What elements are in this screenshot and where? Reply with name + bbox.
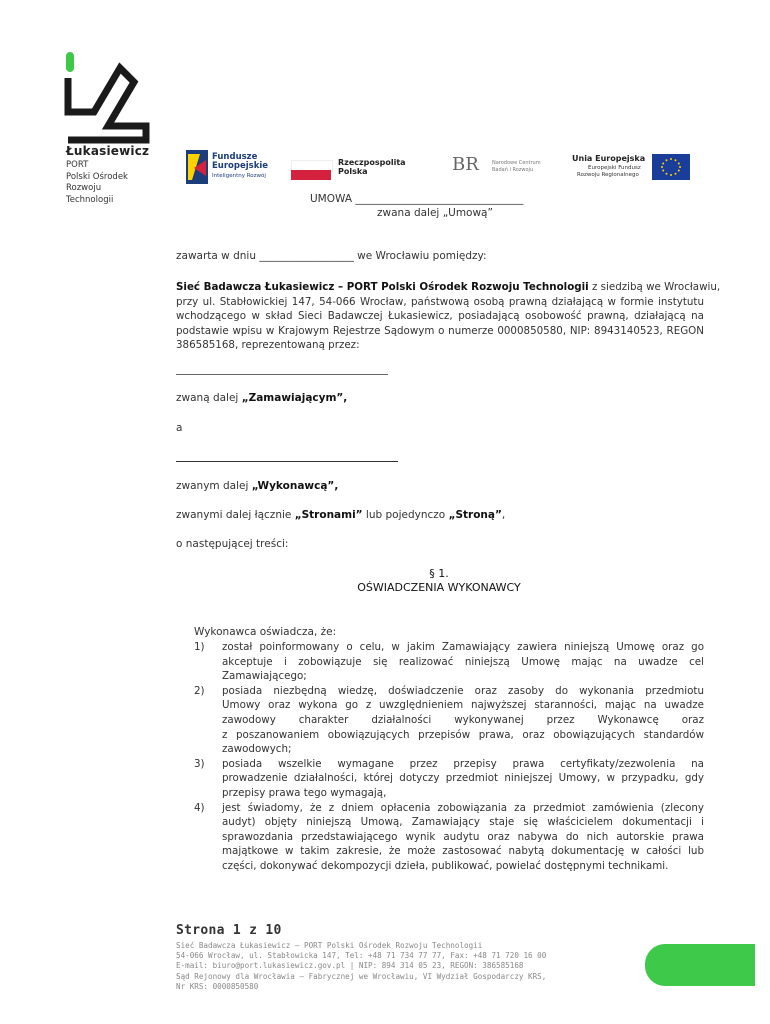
item-line: zawodowy charakter działalności wykonywanej przez Wykonawcę oraz (222, 713, 704, 726)
intro-line: wchodzącego w skład Sieci Badawczej Łukasiewicz, posiadającą osobowość prawną, działającą na (176, 310, 704, 323)
logo-name: Łukasiewicz (66, 144, 150, 158)
tresc-line: o następującej treści: (176, 538, 289, 550)
section-title: OŚWIADCZENIA WYKONAWCY (357, 581, 521, 594)
intro-line: podstawie wpisu w Krajowym Rejestrze Sądowym o numerze 0000850580, NIP: 8943140523, REGON (176, 324, 704, 337)
ncbr-logo-icon (452, 152, 486, 176)
item-line: posiada niezbędną wiedzę, doświadczenie oraz zasoby do wykonania przedmiotu (222, 684, 704, 697)
fe-text: Europejskie (212, 161, 269, 171)
wykonawca-line (176, 480, 338, 492)
item-line: z poszanowaniem obowiązujących przepisów prawa, oraz obowiązujących standardów (222, 728, 704, 741)
svg-text:BR: BR (452, 154, 479, 175)
item-line: sprawozdania przedstawiającego wynik audytu oraz nabywa do nich autorskie prawa (222, 830, 704, 843)
ue-text: Rozwoju Regionalnego (577, 172, 639, 178)
declarations-list (194, 640, 704, 874)
item-line: jest świadomy, że z dniem opłacenia zobowiązania za przedmiot zamówienia (zlecony (222, 801, 704, 814)
logo-sub-line: Polski Ośrodek (66, 171, 128, 182)
strony-mid: lub pojedynczo (362, 509, 449, 521)
rp-text: Polska (338, 167, 368, 176)
footer-line: Sieć Badawcza Łukasiewicz – PORT Polski Ośrodek Rozwoju Technologii (176, 941, 483, 950)
ue-text: Unia Europejska (572, 154, 646, 163)
list-item (194, 757, 704, 801)
intro-line: 386585168, reprezentowaną przez: (176, 339, 360, 352)
fundusze-europejskie-icon (186, 150, 208, 184)
party-port: PORT Polski Ośrodek Rozwoju Technologii (346, 281, 589, 293)
fe-text: Fundusze (212, 152, 258, 162)
list-intro: Wykonawca oświadcza, że: (194, 626, 337, 638)
item-line: Umowy oraz wykona go z uwzględnieniem najwyższej staranności, mając na uwadze (222, 699, 704, 712)
party-name: Sieć Badawcza Łukasiewicz – (176, 281, 347, 293)
intro-text: z siedzibą we Wrocławiu, (588, 281, 721, 293)
item-number: 4) (194, 801, 205, 814)
zamawiajacy-pre: zwaną dalej (176, 392, 242, 404)
item-line: prowadzenie działalności, której dotyczy przedmiot niniejszej Umowy, w przypadku, gdy (222, 772, 704, 785)
lukasiewicz-logo-icon (64, 52, 150, 144)
wykonawca-term: „Wykonawcą”, (251, 480, 339, 492)
intro-line: przy ul. Stabłowickiej 147, 54-066 Wrocław, państwową osobą prawną działającą w formie instytutu (176, 295, 704, 308)
footer-line: Sąd Rejonowy dla Wrocławia – Fabrycznej we Wrocławiu, VI Wydział Gospodarczy KRS, (176, 971, 547, 981)
contractor-blank (176, 461, 398, 462)
strony-term: „Stronami” (294, 509, 363, 521)
eu-flag-icon (652, 154, 690, 180)
contract-title: UMOWA ________________________________ (310, 193, 524, 205)
item-line: majątkowe w takim zakresie, że może zastosować nabytą dokumentację w całości lub (222, 845, 704, 858)
strony-pre: zwanymi dalej łącznie (176, 509, 295, 521)
ncbr-text: Narodowe Centrum (492, 160, 541, 166)
item-number: 1) (194, 641, 205, 653)
party-intro (176, 280, 721, 353)
zamawiajacy-term: „Zamawiającym”, (241, 392, 348, 404)
item-line: akceptuje i zobowiązuje się realizować niniejszą Umowę mając na uwadze cel (222, 655, 704, 668)
zamawiajacy-line (176, 392, 347, 404)
item-line: został poinformowany o celu, w jakim Zamawiający zawiera niniejszą Umowę oraz go (222, 641, 704, 653)
intro-line (176, 280, 721, 295)
strony-end: , (501, 509, 506, 521)
ue-text: Europejski Fundusz (588, 165, 641, 171)
list-item (194, 801, 704, 874)
section-number: § 1. (429, 567, 449, 580)
polish-flag-red-icon (291, 170, 331, 180)
logo-sub-line: Rozwoju (66, 183, 102, 193)
contract-alias: zwana dalej „Umową” (377, 207, 493, 219)
item-line: zawodowych; (222, 743, 292, 756)
list-item (194, 640, 704, 684)
zawarta-line: zawarta w dniu __________________ we Wrocławiu pomiędzy: (176, 250, 487, 262)
conjunction-a: a (176, 422, 183, 434)
item-number: 3) (194, 757, 205, 770)
logo-subtitle (66, 160, 128, 206)
wykonawca-pre: zwanym dalej (176, 480, 252, 492)
logo-sub-line: Technologii (66, 194, 114, 205)
item-number: 2) (194, 684, 205, 697)
item-line: posiada wszelkie wymagane przez przepisy prawa certyfikaty/zezwolenia na (222, 757, 704, 770)
item-line: audyt) objęty niniejszą Umową, Zamawiający staje się właścicielem dokumentacji i (222, 816, 704, 829)
logo-sub-line: PORT (66, 160, 89, 170)
list-item (194, 684, 704, 757)
item-line: przepisy prawa tego wymagają, (222, 786, 387, 799)
footer-line: 54-066 Wrocław, ul. Stabłowicka 147, Tel: +48 71 734 77 77, Fax: +48 71 720 16 00 (176, 951, 547, 961)
item-line: Zamawiającego; (222, 670, 307, 683)
footer-line: E-mail: biuro@port.lukasiewicz.gov.pl | NIP: 894 314 05 23, REGON: 386585168 (176, 961, 524, 971)
footer-info (176, 941, 546, 992)
page-number: Strona 1 z 10 (176, 923, 282, 938)
item-line: części, dokonywać dekompozycji dzieła, publikować, powielać dostępnymi technikami. (222, 859, 669, 872)
ncbr-text: Badań i Rozwoju (492, 167, 534, 173)
fe-text: Inteligentny Rozwój (212, 173, 266, 179)
representative-blank (176, 374, 388, 375)
green-accent-tab (645, 944, 755, 986)
footer-line: Nr KRS: 0000850580 (176, 981, 259, 991)
strony-line (176, 509, 505, 521)
rp-text: Rzeczpospolita (338, 158, 406, 167)
strona-term: „Stroną” (448, 509, 502, 521)
